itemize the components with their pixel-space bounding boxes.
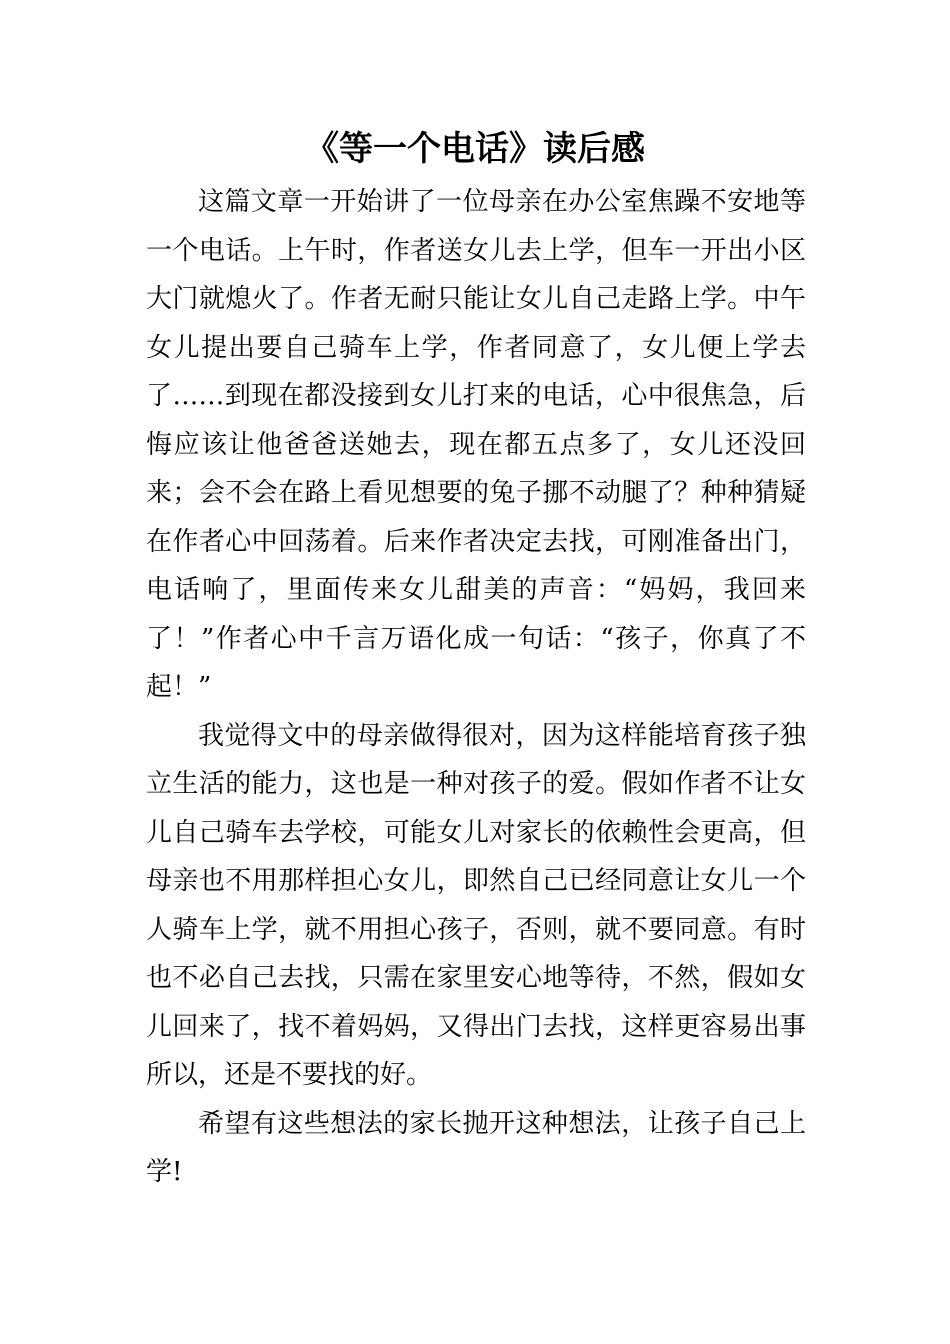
document-title: 《等一个电话》读后感 xyxy=(305,129,645,169)
paragraph-1: 这篇文章一开始讲了一位母亲在办公室焦躁不安地等一个电话。上午时，作者送女儿去上学，但车一开出小区大门就熄火了。作者无耐只能让女儿自己走路上学。中午女儿提出要自己骑车上学，作者同意了，女儿便上学去了……到现在都没接到女儿打来的电话，心中很焦急，后悔应该让他爸爸送她去，现在都五点多了，女儿还没回来；会不会在路上看见想要的兔子挪不动腿了？种种猜疑在作者心中回荡着。后来作者决定去找，可刚准备出门，电话响了，里面传来女儿甜美的声音：“妈妈，我回来了！”作者心中千言万语化成一句话：“孩子，你真了不起！” xyxy=(146,187,806,702)
paragraph-3: 希望有这些想法的家长抛开这种想法，让孩子自己上学! xyxy=(146,1108,806,1187)
document-body xyxy=(146,178,806,1197)
paragraph-2: 我觉得文中的母亲做得很对，因为这样能培育孩子独立生活的能力，这也是一种对孩子的爱。假如作者不让女儿自己骑车去学校，可能女儿对家长的依赖性会更高，但母亲也不用那样担心女儿，即然自己已经同意让女儿一个人骑车上学，就不用担心孩子，否则，就不要同意。有时也不必自己去找，只需在家里安心地等待，不然，假如女儿回来了，找不着妈妈，又得出门去找，这样更容易出事所以，还是不要找的好。 xyxy=(146,720,806,1090)
